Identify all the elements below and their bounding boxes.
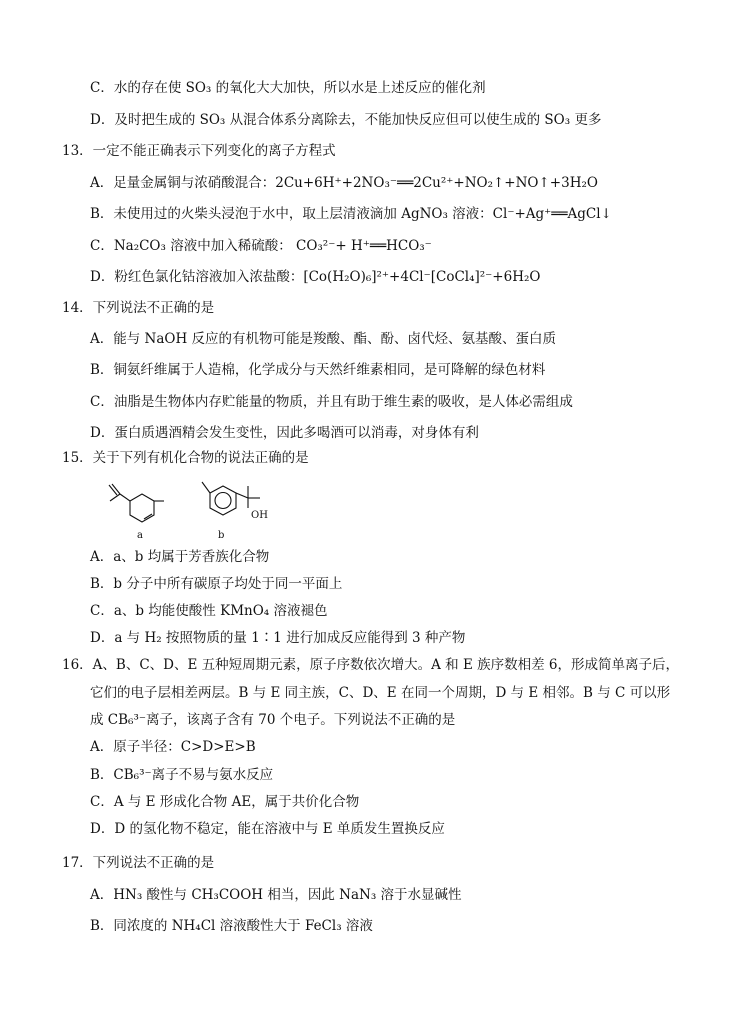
q14-option-d: D．蛋白质遇酒精会发生变性，因此多喝酒可以消毒，对身体有利 [90,425,479,441]
q16-option-d: D．D 的氢化物不稳定，能在溶液中与 E 单质发生置换反应 [90,821,445,837]
q13-option-b: B．未使用过的火柴头浸泡于水中，取上层清液滴加 AgNO₃ 溶液：Cl⁻+Ag⁺══AgCl↓ [90,206,612,222]
q14-option-b: B．铜氨纤维属于人造棉，化学成分与天然纤维素相同，是可降解的绿色材料 [90,362,546,378]
q13-option-c: C．Na₂CO₃ 溶液中加入稀硫酸： CO₃²⁻+ H⁺══HCO₃⁻ [90,238,432,254]
structure-figure [92,476,282,542]
q15-stem: 15．关于下列有机化合物的说法正确的是 [62,450,309,466]
q16-option-c: C．A 与 E 形成化合物 AE，属于共价化合物 [90,794,360,810]
q16-stem-line3: 成 CB₆³⁻离子，该离子含有 70 个电子。下列说法不正确的是 [90,712,456,728]
label-b: b [218,530,225,541]
q16-stem: 16．A、B、C、D、E 五种短周期元素，原子序数依次增大。A 和 E 族序数相差 6，形成简单离子后， [62,657,680,673]
q14-option-c: C．油脂是生物体内存贮能量的物质，并且有助于维生素的吸收，是人体必需组成 [90,394,573,410]
q15-option-c: C．a、b 均能使酸性 KMnO₄ 溶液褪色 [90,603,328,619]
q17-stem: 17．下列说法不正确的是 [62,855,215,871]
q16-option-b: B．CB₆³⁻离子不易与氨水反应 [90,767,274,783]
oh-label: OH [251,510,268,521]
q15-option-a: A．a、b 均属于芳香族化合物 [90,549,270,565]
q16-stem-line2: 它们的电子层相差两层。B 与 E 同主族，C、D、E 在同一个周期，D 与 E 相邻。B 与 C 可以形 [90,685,671,701]
molecule-a [109,484,164,522]
q12-option-d: D．及时把生成的 SO₃ 从混合体系分离除去，不能加快反应但可以使生成的 SO₃ 更多 [90,112,602,128]
q13-stem: 13．一定不能正确表示下列变化的离子方程式 [62,143,336,159]
q16-option-a: A．原子半径：C>D>E>B [90,739,256,755]
q17-option-b: B．同浓度的 NH₄Cl 溶液酸性大于 FeCl₃ 溶液 [90,918,373,934]
q13-option-d: D．粉红色氯化钴溶液加入浓盐酸：[Co(H₂O)₆]²⁺+4Cl⁻[CoCl₄]²⁻+6H₂O [90,269,541,285]
q15-option-d: D．a 与 H₂ 按照物质的量 1∶1 进行加成反应能得到 3 种产物 [90,630,466,646]
q14-stem: 14．下列说法不正确的是 [62,300,215,316]
q12-option-c: C．水的存在使 SO₃ 的氧化大大加快，所以水是上述反应的催化剂 [90,80,486,96]
q14-option-a: A．能与 NaOH 反应的有机物可能是羧酸、酯、酚、卤代烃、氨基酸、蛋白质 [90,331,557,347]
q15-option-b: B．b 分子中所有碳原子均处于同一平面上 [90,576,343,592]
q17-option-a: A．HN₃ 酸性与 CH₃COOH 相当，因此 NaN₃ 溶于水显碱性 [90,887,462,903]
label-a: a [137,530,143,541]
q13-option-a: A．足量金属铜与浓硝酸混合：2Cu+6H⁺+2NO₃⁻══2Cu²⁺+NO₂↑+NO↑+3H₂O [90,175,598,191]
